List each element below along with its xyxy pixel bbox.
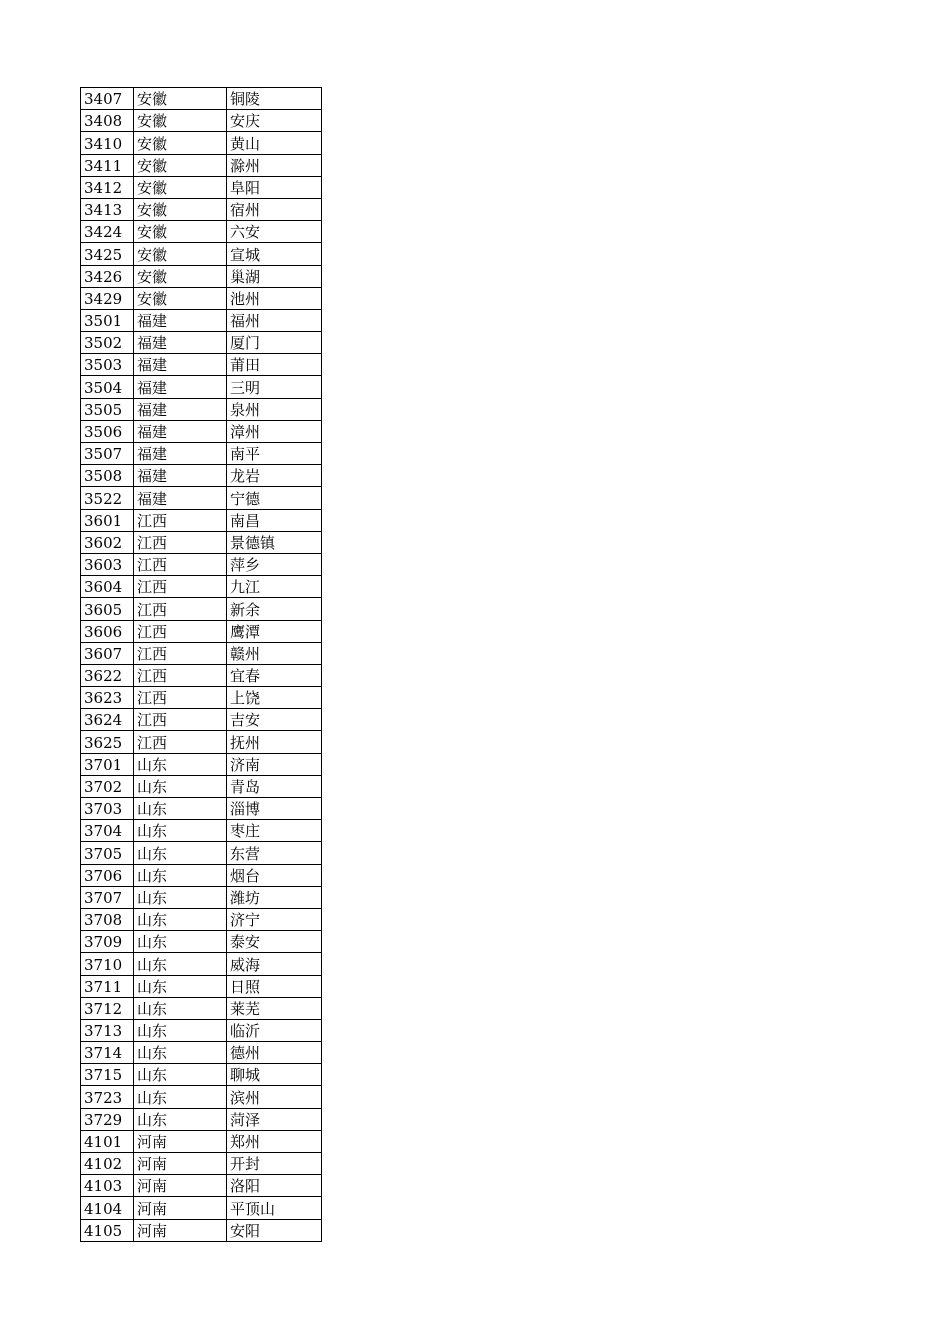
city-cell[interactable]: 临沂	[227, 1019, 322, 1041]
table-row[interactable]	[81, 198, 322, 220]
province-cell[interactable]: 江西	[134, 731, 227, 753]
table-row[interactable]	[81, 487, 322, 509]
table-row[interactable]	[81, 1019, 322, 1041]
province-cell[interactable]: 安徽	[134, 287, 227, 309]
region-code-cell[interactable]: 3522	[81, 487, 134, 509]
province-cell[interactable]: 福建	[134, 398, 227, 420]
region-code-cell[interactable]: 3505	[81, 398, 134, 420]
province-cell[interactable]: 安徽	[134, 221, 227, 243]
city-cell[interactable]: 吉安	[227, 709, 322, 731]
table-row[interactable]	[81, 1064, 322, 1086]
table-row[interactable]	[81, 908, 322, 930]
region-code-cell[interactable]: 4103	[81, 1175, 134, 1197]
province-cell[interactable]: 河南	[134, 1197, 227, 1219]
city-cell[interactable]: 洛阳	[227, 1175, 322, 1197]
city-cell[interactable]: 阜阳	[227, 176, 322, 198]
table-row[interactable]	[81, 1175, 322, 1197]
region-code-cell[interactable]: 3723	[81, 1086, 134, 1108]
region-code-sheet	[80, 87, 321, 1242]
region-code-cell[interactable]: 3706	[81, 864, 134, 886]
region-code-cell[interactable]: 3606	[81, 620, 134, 642]
table-body	[81, 88, 322, 1242]
region-code-cell[interactable]: 3623	[81, 687, 134, 709]
province-cell[interactable]: 江西	[134, 664, 227, 686]
province-cell[interactable]: 山东	[134, 886, 227, 908]
province-cell[interactable]: 福建	[134, 443, 227, 465]
province-cell[interactable]: 山东	[134, 1042, 227, 1064]
region-code-cell[interactable]: 3714	[81, 1042, 134, 1064]
city-cell[interactable]: 泉州	[227, 398, 322, 420]
province-cell[interactable]: 山东	[134, 775, 227, 797]
province-cell[interactable]: 安徽	[134, 110, 227, 132]
region-code-cell[interactable]: 3603	[81, 553, 134, 575]
city-cell[interactable]: 南平	[227, 443, 322, 465]
region-code-cell[interactable]: 4101	[81, 1130, 134, 1152]
province-cell[interactable]: 福建	[134, 465, 227, 487]
region-code-cell[interactable]: 3704	[81, 820, 134, 842]
region-code-cell[interactable]: 3703	[81, 798, 134, 820]
city-cell[interactable]: 滨州	[227, 1086, 322, 1108]
province-cell[interactable]: 福建	[134, 376, 227, 398]
table-row[interactable]	[81, 1130, 322, 1152]
city-cell[interactable]: 六安	[227, 221, 322, 243]
city-cell[interactable]: 宁德	[227, 487, 322, 509]
region-code-cell[interactable]: 3407	[81, 88, 134, 110]
city-cell[interactable]: 漳州	[227, 420, 322, 442]
city-cell[interactable]: 济宁	[227, 908, 322, 930]
table-row[interactable]	[81, 820, 322, 842]
province-cell[interactable]: 福建	[134, 309, 227, 331]
region-code-cell[interactable]: 3410	[81, 132, 134, 154]
region-code-cell[interactable]: 3507	[81, 443, 134, 465]
table-row[interactable]	[81, 886, 322, 908]
city-cell[interactable]: 济南	[227, 753, 322, 775]
region-code-cell[interactable]: 3508	[81, 465, 134, 487]
province-cell[interactable]: 安徽	[134, 88, 227, 110]
province-cell[interactable]: 江西	[134, 642, 227, 664]
city-cell[interactable]: 菏泽	[227, 1108, 322, 1130]
province-cell[interactable]: 河南	[134, 1153, 227, 1175]
region-code-cell[interactable]: 3502	[81, 332, 134, 354]
city-cell[interactable]: 日照	[227, 975, 322, 997]
city-cell[interactable]: 宣城	[227, 243, 322, 265]
city-cell[interactable]: 青岛	[227, 775, 322, 797]
table-row[interactable]	[81, 842, 322, 864]
province-cell[interactable]: 山东	[134, 1108, 227, 1130]
region-code-cell[interactable]: 3707	[81, 886, 134, 908]
city-cell[interactable]: 开封	[227, 1153, 322, 1175]
province-cell[interactable]: 江西	[134, 598, 227, 620]
table-row[interactable]	[81, 221, 322, 243]
region-code-cell[interactable]: 3412	[81, 176, 134, 198]
table-row[interactable]	[81, 443, 322, 465]
province-cell[interactable]: 山东	[134, 1064, 227, 1086]
table-row[interactable]	[81, 1086, 322, 1108]
table-row[interactable]	[81, 709, 322, 731]
table-row[interactable]	[81, 975, 322, 997]
province-cell[interactable]: 山东	[134, 753, 227, 775]
city-cell[interactable]: 南昌	[227, 509, 322, 531]
table-row[interactable]	[81, 731, 322, 753]
table-row[interactable]	[81, 864, 322, 886]
city-cell[interactable]: 淄博	[227, 798, 322, 820]
table-row[interactable]	[81, 110, 322, 132]
region-code-cell[interactable]: 3729	[81, 1108, 134, 1130]
city-cell[interactable]: 威海	[227, 953, 322, 975]
table-row[interactable]	[81, 953, 322, 975]
province-cell[interactable]: 河南	[134, 1219, 227, 1241]
province-cell[interactable]: 山东	[134, 798, 227, 820]
table-row[interactable]	[81, 1108, 322, 1130]
table-row[interactable]	[81, 154, 322, 176]
region-code-cell[interactable]: 4105	[81, 1219, 134, 1241]
province-cell[interactable]: 山东	[134, 975, 227, 997]
province-cell[interactable]: 江西	[134, 531, 227, 553]
table-row[interactable]	[81, 465, 322, 487]
province-cell[interactable]: 江西	[134, 709, 227, 731]
table-row[interactable]	[81, 1153, 322, 1175]
city-cell[interactable]: 龙岩	[227, 465, 322, 487]
table-row[interactable]	[81, 598, 322, 620]
province-cell[interactable]: 江西	[134, 553, 227, 575]
province-cell[interactable]: 江西	[134, 687, 227, 709]
province-cell[interactable]: 山东	[134, 953, 227, 975]
region-code-cell[interactable]: 3624	[81, 709, 134, 731]
table-row[interactable]	[81, 553, 322, 575]
city-cell[interactable]: 潍坊	[227, 886, 322, 908]
province-cell[interactable]: 安徽	[134, 265, 227, 287]
table-row[interactable]	[81, 265, 322, 287]
province-cell[interactable]: 福建	[134, 354, 227, 376]
region-code-cell[interactable]: 3711	[81, 975, 134, 997]
table-row[interactable]	[81, 1042, 322, 1064]
table-row[interactable]	[81, 420, 322, 442]
table-row[interactable]	[81, 642, 322, 664]
province-cell[interactable]: 安徽	[134, 132, 227, 154]
province-cell[interactable]: 福建	[134, 487, 227, 509]
table-row[interactable]	[81, 775, 322, 797]
table-row[interactable]	[81, 509, 322, 531]
province-cell[interactable]: 山东	[134, 864, 227, 886]
table-row[interactable]	[81, 88, 322, 110]
region-code-cell[interactable]: 3506	[81, 420, 134, 442]
region-code-cell[interactable]: 3504	[81, 376, 134, 398]
city-cell[interactable]: 郑州	[227, 1130, 322, 1152]
region-code-cell[interactable]: 3607	[81, 642, 134, 664]
table-row[interactable]	[81, 332, 322, 354]
city-cell[interactable]: 萍乡	[227, 553, 322, 575]
province-cell[interactable]: 山东	[134, 908, 227, 930]
city-cell[interactable]: 鹰潭	[227, 620, 322, 642]
city-cell[interactable]: 滁州	[227, 154, 322, 176]
province-cell[interactable]: 安徽	[134, 243, 227, 265]
region-code-cell[interactable]: 3411	[81, 154, 134, 176]
province-cell[interactable]: 河南	[134, 1175, 227, 1197]
region-code-cell[interactable]: 3601	[81, 509, 134, 531]
region-code-cell[interactable]: 4102	[81, 1153, 134, 1175]
region-code-cell[interactable]: 3715	[81, 1064, 134, 1086]
region-code-cell[interactable]: 3604	[81, 576, 134, 598]
region-code-cell[interactable]: 3622	[81, 664, 134, 686]
region-code-cell[interactable]: 3708	[81, 908, 134, 930]
province-cell[interactable]: 安徽	[134, 154, 227, 176]
table-row[interactable]	[81, 1219, 322, 1241]
city-cell[interactable]: 福州	[227, 309, 322, 331]
province-cell[interactable]: 山东	[134, 820, 227, 842]
city-cell[interactable]: 枣庄	[227, 820, 322, 842]
region-code-cell[interactable]: 3429	[81, 287, 134, 309]
table-row[interactable]	[81, 376, 322, 398]
region-code-cell[interactable]: 3625	[81, 731, 134, 753]
city-cell[interactable]: 平顶山	[227, 1197, 322, 1219]
table-row[interactable]	[81, 997, 322, 1019]
region-code-cell[interactable]: 3602	[81, 531, 134, 553]
table-row[interactable]	[81, 531, 322, 553]
city-cell[interactable]: 德州	[227, 1042, 322, 1064]
region-code-cell[interactable]: 3425	[81, 243, 134, 265]
table-row[interactable]	[81, 132, 322, 154]
region-code-cell[interactable]: 3424	[81, 221, 134, 243]
region-code-cell[interactable]: 3709	[81, 931, 134, 953]
region-code-cell[interactable]: 3503	[81, 354, 134, 376]
table-row[interactable]	[81, 1197, 322, 1219]
city-cell[interactable]: 九江	[227, 576, 322, 598]
region-code-cell[interactable]: 3712	[81, 997, 134, 1019]
table-row[interactable]	[81, 798, 322, 820]
city-cell[interactable]: 赣州	[227, 642, 322, 664]
city-cell[interactable]: 莱芜	[227, 997, 322, 1019]
province-cell[interactable]: 河南	[134, 1130, 227, 1152]
city-cell[interactable]: 聊城	[227, 1064, 322, 1086]
province-cell[interactable]: 江西	[134, 509, 227, 531]
city-cell[interactable]: 烟台	[227, 864, 322, 886]
city-cell[interactable]: 安庆	[227, 110, 322, 132]
city-cell[interactable]: 上饶	[227, 687, 322, 709]
table-row[interactable]	[81, 931, 322, 953]
province-cell[interactable]: 山东	[134, 997, 227, 1019]
region-code-cell[interactable]: 3413	[81, 198, 134, 220]
table-row[interactable]	[81, 687, 322, 709]
region-code-cell[interactable]: 3426	[81, 265, 134, 287]
table-row[interactable]	[81, 753, 322, 775]
province-cell[interactable]: 山东	[134, 1086, 227, 1108]
city-cell[interactable]: 巢湖	[227, 265, 322, 287]
table-row[interactable]	[81, 243, 322, 265]
region-code-cell[interactable]: 3501	[81, 309, 134, 331]
table-row[interactable]	[81, 620, 322, 642]
table-row[interactable]	[81, 664, 322, 686]
region-code-cell[interactable]: 3701	[81, 753, 134, 775]
city-cell[interactable]: 宿州	[227, 198, 322, 220]
city-cell[interactable]: 黄山	[227, 132, 322, 154]
region-code-cell[interactable]: 3408	[81, 110, 134, 132]
province-cell[interactable]: 山东	[134, 1019, 227, 1041]
table-row[interactable]	[81, 287, 322, 309]
region-code-cell[interactable]: 4104	[81, 1197, 134, 1219]
province-cell[interactable]: 安徽	[134, 176, 227, 198]
region-code-cell[interactable]: 3710	[81, 953, 134, 975]
province-cell[interactable]: 江西	[134, 620, 227, 642]
region-code-cell[interactable]: 3702	[81, 775, 134, 797]
region-code-table	[80, 87, 322, 1242]
city-cell[interactable]: 铜陵	[227, 88, 322, 110]
province-cell[interactable]: 山东	[134, 931, 227, 953]
city-cell[interactable]: 抚州	[227, 731, 322, 753]
region-code-cell[interactable]: 3705	[81, 842, 134, 864]
city-cell[interactable]: 泰安	[227, 931, 322, 953]
city-cell[interactable]: 莆田	[227, 354, 322, 376]
province-cell[interactable]: 安徽	[134, 198, 227, 220]
city-cell[interactable]: 景德镇	[227, 531, 322, 553]
table-row[interactable]	[81, 354, 322, 376]
city-cell[interactable]: 新余	[227, 598, 322, 620]
city-cell[interactable]: 安阳	[227, 1219, 322, 1241]
province-cell[interactable]: 江西	[134, 576, 227, 598]
table-row[interactable]	[81, 576, 322, 598]
city-cell[interactable]: 池州	[227, 287, 322, 309]
city-cell[interactable]: 宜春	[227, 664, 322, 686]
province-cell[interactable]: 山东	[134, 842, 227, 864]
province-cell[interactable]: 福建	[134, 332, 227, 354]
city-cell[interactable]: 厦门	[227, 332, 322, 354]
region-code-cell[interactable]: 3713	[81, 1019, 134, 1041]
province-cell[interactable]: 福建	[134, 420, 227, 442]
table-row[interactable]	[81, 309, 322, 331]
table-row[interactable]	[81, 176, 322, 198]
city-cell[interactable]: 东营	[227, 842, 322, 864]
table-row[interactable]	[81, 398, 322, 420]
region-code-cell[interactable]: 3605	[81, 598, 134, 620]
city-cell[interactable]: 三明	[227, 376, 322, 398]
